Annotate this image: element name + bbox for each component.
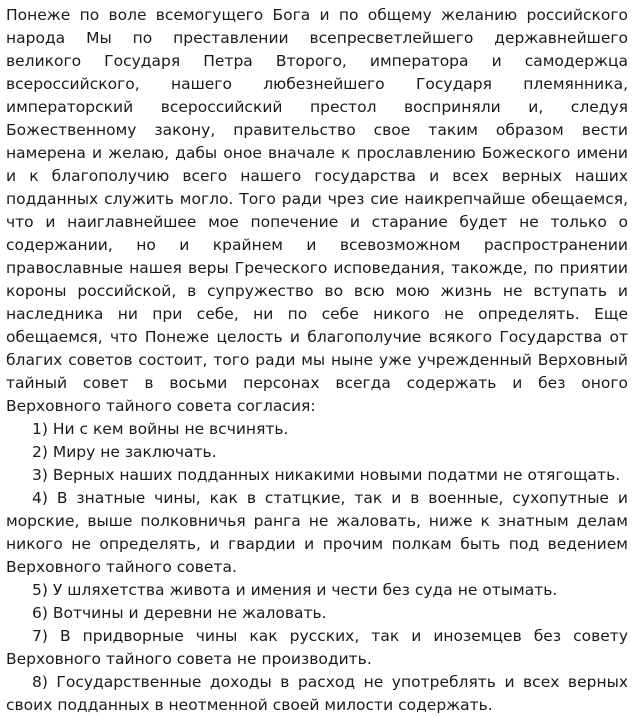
list-item-7: 7) В придворные чины как русских, так и иноземцев без совету Верховного тайного совета не производить. <box>6 627 628 668</box>
list-item-8: 8) Государственные доходы в расход не употреблять и всех верных своих подданных в неотменной своей милости содержать. <box>6 673 628 714</box>
list-item-6: 6) Вотчины и деревни не жаловать. <box>32 604 327 622</box>
list-item-2: 2) Миру не заключать. <box>32 443 217 461</box>
intro-paragraph: Понеже по воле всемогущего Бога и по общему желанию российского народа Мы по преставлении всепресветлейшего державнейшего великого Государя Петра Второго, императора и самодержца всероссийского, нашего любезнейшего Государя племянника, императорский всероссийский престол восприняли и, следуя Божественному закону, правительство свое таким образом вести намерена и желаю, дабы оное вначале к прославлению Божеского имени и к благополучию всего нашего государства и всех верных наших подданных служить могло. Того ради чрез сие наикрепчайше обещаемся, что и наиглавнейшее мое попечение и старание будет не только о содержании, но и крайнем и всевозможном распространении православные нашея веры Греческого исповедания, такожде, по приятии короны российской, в супружество во всю мою жизнь не вступать и наследника ни при себе, ни по себе никого не определять. Еще обещаемся, что Понеже целость и благополучие всякого Государства от благих советов состоит, того ради мы ныне уже учрежденный Верховный тайный совет в восьми персонах всегда содержать и без оного Верховного тайного совета согласия: <box>6 6 628 415</box>
list-item-4: 4) В знатные чины, как в статцкие, так и в военные, сухопутные и морские, выше полковничья ранга не жаловать, ниже к знатным делам никого не определять, и гвардии и прочим полкам быть под ведением Верховного тайного совета. <box>6 489 628 576</box>
list-item-3: 3) Верных наших подданных никакими новыми податми не отягощать. <box>32 466 621 484</box>
list-item-5: 5) У шляхетства живота и имения и чести без суда не отымать. <box>32 581 558 599</box>
list-item-1: 1) Ни с кем войны не всчинять. <box>32 420 289 438</box>
